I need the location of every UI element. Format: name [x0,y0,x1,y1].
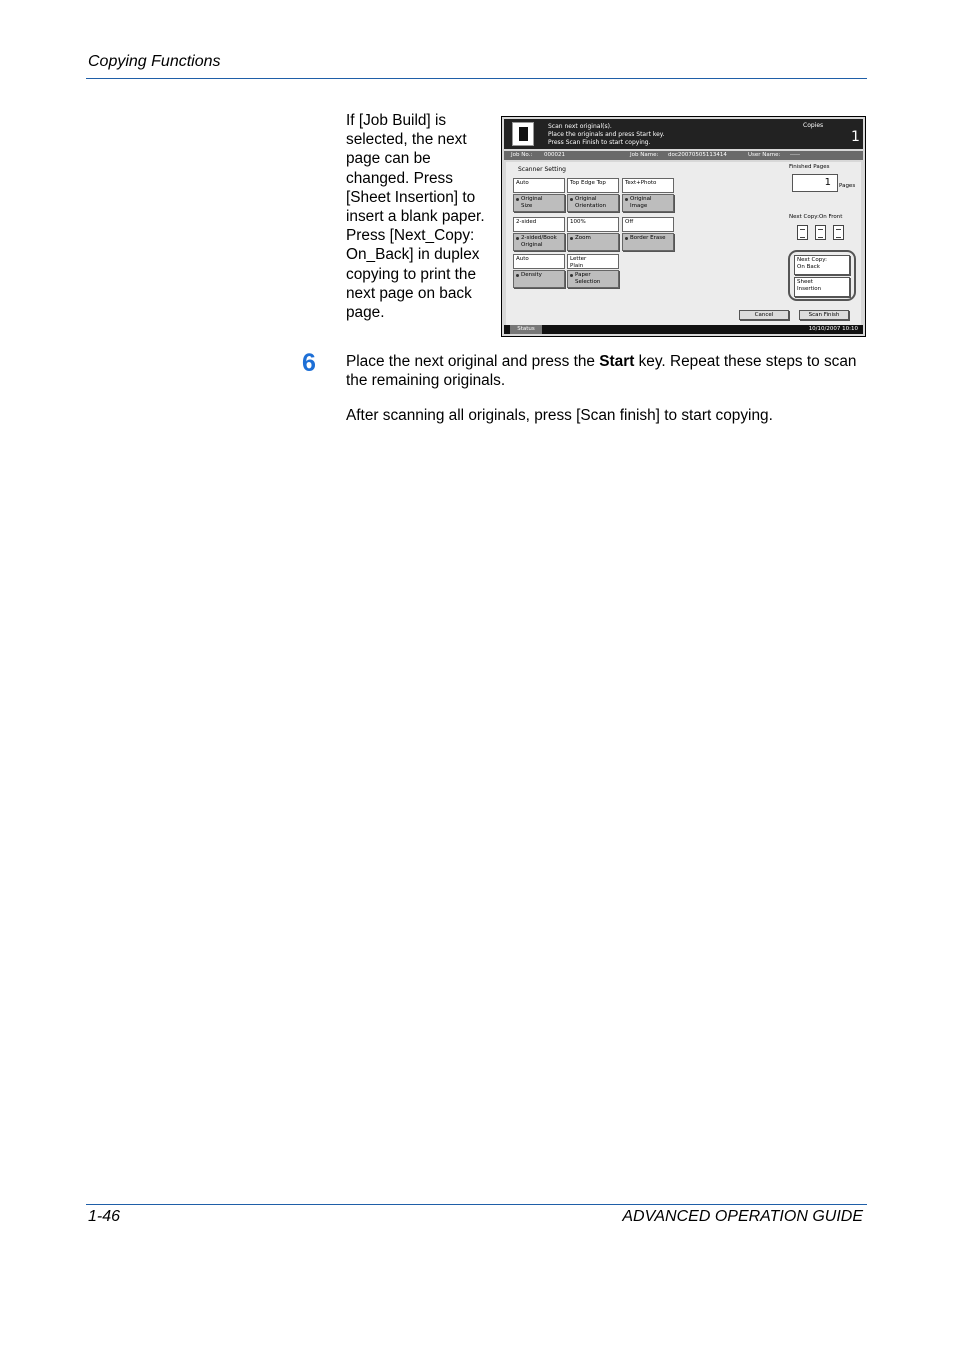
panel-message-bar [504,119,863,149]
original-size-button[interactable]: Original Size [513,194,565,212]
paper-value: Letter Plain [567,254,619,269]
user-name-label: User Name: [748,152,781,158]
page-layout-icon [797,225,808,240]
footer-rule [86,1204,867,1205]
device-panel-screenshot [501,116,866,337]
header-rule [86,78,867,79]
start-key-label: Start [599,353,635,370]
duplex-value: 2-sided [513,217,565,232]
copies-label: Copies [803,122,824,129]
scanner-setting-label: Scanner Setting [518,166,566,173]
duplex-original-button[interactable]: 2-sided/Book Original [513,233,565,251]
border-erase-value: Off [622,217,674,232]
job-no: 000021 [544,152,565,158]
user-name: ----- [790,152,800,158]
next-copy-label: Next Copy:On Front [789,214,843,220]
datetime: 10/10/2007 10:10 [808,326,858,332]
scan-finish-button[interactable]: Scan Finish [799,310,849,320]
original-document-icon [512,122,534,146]
job-info-bar [504,151,863,160]
running-header: Copying Functions [88,53,221,70]
job-name-label: Job Name: [630,152,659,158]
intro-paragraph: If [Job Build] is selected, the next page can be changed. Press [Sheet Insertion] to insert a blank paper. Press [Next_Copy: On_Back] in duplex copying to print the next page on back page. [346,112,485,322]
original-image-value: Text+Photo [622,178,674,193]
original-orientation-value: Top Edge Top [567,178,619,193]
step-followup: After scanning all originals, press [Scan finish] to start copying. [346,407,773,424]
status-bar [504,325,863,334]
pages-unit: Pages [839,183,856,189]
panel-body [506,162,861,325]
next-copy-on-back-button[interactable]: Next Copy: On Back [794,255,850,275]
copies-value: 1 [851,129,860,145]
density-button[interactable]: Density [513,270,565,288]
zoom-value: 100% [567,217,619,232]
page-layout-icon [815,225,826,240]
step-number: 6 [302,349,316,377]
original-size-value: Auto [513,178,565,193]
zoom-button[interactable]: Zoom [567,233,619,251]
guide-title: ADVANCED OPERATION GUIDE [622,1208,863,1225]
status-button[interactable]: Status [510,325,542,334]
step-instruction [346,352,868,390]
job-no-label: Job No.: [511,152,533,158]
original-orientation-button[interactable]: Original Orientation [567,194,619,212]
panel-message: Scan next original(s). Place the originals and press Start key. Press Scan Finish to start copying. [548,123,665,146]
page-layout-icon [833,225,844,240]
step-text-before: Place the next original and press the [346,353,600,370]
density-value: Auto [513,254,565,269]
paper-selection-button[interactable]: Paper Selection [567,270,619,288]
finished-pages-label: Finished Pages [789,164,830,170]
step-text-after: key. Repeat these steps to scan the remaining originals. [346,353,857,390]
sheet-insertion-button[interactable]: Sheet Insertion [794,277,850,297]
job-name: doc20070505113414 [668,152,727,158]
page-number: 1-46 [88,1208,121,1225]
border-erase-button[interactable]: Border Erase [622,233,674,251]
finished-pages-value: 1 [792,174,838,192]
panel-action-bar [506,308,861,323]
original-image-button[interactable]: Original Image [622,194,674,212]
cancel-button[interactable]: Cancel [739,310,789,320]
